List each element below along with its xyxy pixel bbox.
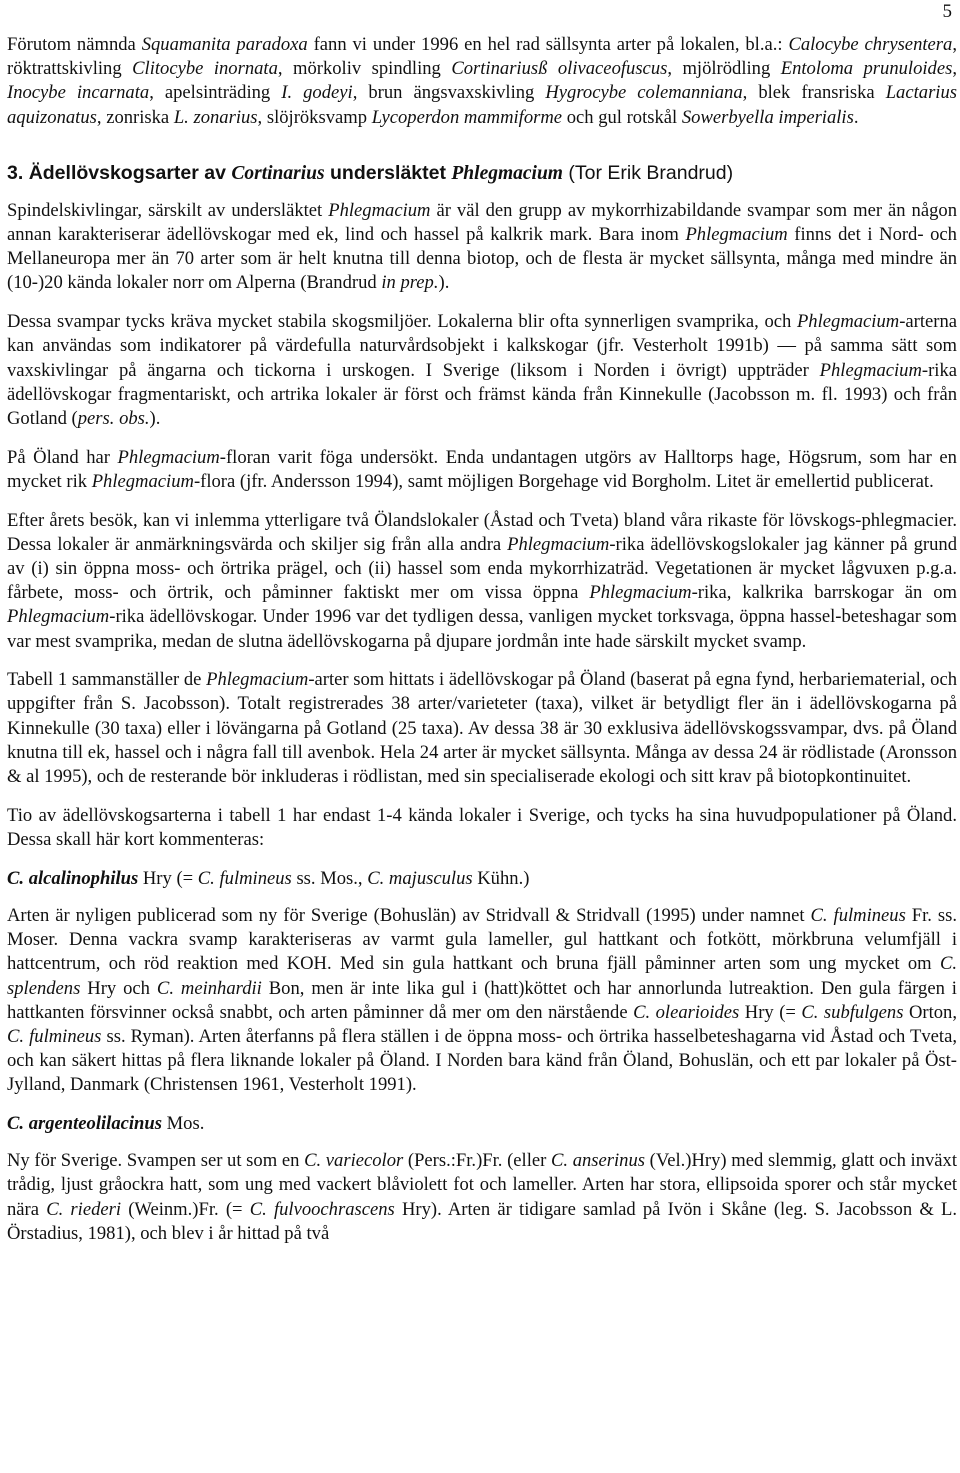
text-run: (Pers.:Fr.)Fr. (eller — [403, 1150, 551, 1172]
taxon-name: Squamanita paradoxa — [141, 34, 308, 55]
table-summary-paragraph — [7, 668, 957, 789]
text-run: fann vi under 1996 en hel rad sällsynta arter på lokalen, bl.a.: — [307, 34, 789, 55]
text-run: , zonriska — [96, 106, 174, 128]
text-run: Hry (= — [138, 867, 198, 889]
phlegmacium-intro-paragraph — [7, 199, 957, 296]
text-run: ss. Ryman). Arten återfanns på flera ställen i de öppna moss- och örtrika hasselbeteshagarna vid Åstad och Tveta, och kan säkert hittas på flera liknande lokaler på Öland. I Norden bara känd från Öland, Bohuslän, och ett par lokaler på Öst-Jylland, Danmark (Christensen 1961, Vesterholt 1991). — [7, 1025, 957, 1096]
text-run: ss. Mos., — [291, 867, 368, 889]
taxon-name: Sowerbyella imperialis — [681, 106, 854, 128]
taxon-name: C. majusculus — [367, 867, 473, 889]
text-run: Hry (= — [739, 1001, 802, 1023]
species-text-alcalinophilus — [7, 904, 957, 1098]
taxon-name: Phlegmacium — [91, 470, 194, 492]
text-run: , apelsinträding — [149, 82, 282, 104]
taxon-name: C. olearioides — [633, 1001, 740, 1023]
text-run: Fr. ss. Moser. Denna vackra svamp karakteriseras av varmt gula lameller, gul hattkant och fotkött, mörkbruna velumfjäll i hattcentrum, och röd reaktion med KOH. Med sin gula hattkant och bruna fjäll påminner arten som ung mycket om — [7, 904, 958, 975]
text-run: Arten är nyligen publicerad som ny för Sverige (Bohuslän) av Stridvall & Stridvall (1995) under namnet — [7, 904, 811, 926]
text-run: -rika ädellövskogslokaler jag känner på grund av (i) sin öppna moss- och örtrika prägel, och (ii) hassel som enda mykorrhizaträd. Vegetationen är mycket lågvuxen p.g.a. fårbete, moss- och örtrik, och påminner faktiskt mer om vissa öppna — [7, 533, 957, 604]
species-name: C. alcalinophilus — [7, 867, 139, 889]
taxon-name: Phlegmacium — [589, 582, 692, 604]
text-run: , blek fransriska — [742, 82, 886, 104]
taxon-name: C. meinhardii — [156, 977, 262, 999]
intro-paragraph — [7, 33, 957, 130]
taxon-name: pers. obs. — [77, 407, 150, 429]
taxon-name: Clitocybe inornata — [132, 58, 278, 80]
document-body — [7, 33, 957, 1261]
taxon-name: L. zonarius — [173, 106, 258, 128]
taxon-name: Phlegmacium — [117, 446, 220, 468]
text-run: ). — [149, 407, 161, 429]
taxon-name: Phlegmacium — [206, 669, 309, 691]
text-run: ). — [438, 272, 450, 294]
taxon-name: Hygrocybe colemanniana — [545, 82, 743, 104]
text-run: Efter årets besök, kan vi inlemma ytterligare två Ölandslokaler (Åstad och Tveta) bland våra rikaste för lövskogs-phlegmacier. Dessa lokaler är anmärkningsvärda och skiljer sig från alla andra — [7, 509, 957, 555]
text-run: , mörkoliv spindling — [277, 58, 452, 80]
section-author: (Tor Erik Brandrud) — [562, 161, 734, 184]
taxon-name: C. fulmineus — [7, 1025, 102, 1047]
taxon-name: Lactarius aquizonatus — [7, 82, 958, 128]
species-text-argenteolilacinus — [7, 1149, 957, 1246]
taxon-name: Phlegmacium — [796, 311, 900, 333]
page-number: 5 — [942, 1, 952, 22]
species-heading-argenteolilacinus — [7, 1112, 957, 1136]
text-run: , brun ängsvaxskivling — [352, 82, 546, 104]
taxon-name: C. fulvoochrascens — [249, 1198, 395, 1220]
text-run: -arterna kan användas som indikatorer på värdefulla naturvårdsobjekt i kalkskogar (jfr. Vesterholt 1991b) — på samma sätt som vaxskivlingar på ängarna och tickorna i urskogen. I Sverige (liksom i Norden i övrigt) uppträder — [7, 311, 957, 381]
taxon-name: Lycoperdon mammiforme — [371, 106, 563, 128]
text-run: Ny för Sverige. Svampen ser ut som en — [7, 1150, 305, 1172]
text-run: -floran varit föga undersökt. Enda undantagen utgörs av Halltorps hage, Högsrum, som har en mycket rik — [7, 446, 957, 492]
oland-paragraph — [7, 446, 957, 494]
visit-paragraph — [7, 509, 957, 654]
habitat-paragraph — [7, 310, 957, 431]
text-run: På Öland har — [7, 446, 118, 468]
text-run: (Weinm.)Fr. (= — [121, 1198, 250, 1220]
taxon-name: C. riederi — [46, 1198, 122, 1220]
species-heading-alcalinophilus — [7, 867, 957, 891]
text-run: -rika ädellövskogar. Under 1996 var det tydligen dessa, vanligen mycket torksvaga, öppna hassel-beteshagar som var mest svamprika, medan de slutna ädellövskogarna på djupare jordmån inte hade särskilt mycket svamp. — [7, 606, 957, 652]
text-run: finns det i Nord- och Mellaneuropa mer än 70 arter som är helt knutna till denna biotop, och de flesta är mycket sällsynta, många med mindre än (10-)20 kända lokaler norr om Alperna (Brandrud — [7, 224, 957, 294]
text-run: är väl den grupp av mykorrhizabildande svampar som mer än någon annan karakteriserar ädellövskogar med ek, lind och hassel på kalkrik mark. Bara inom — [7, 199, 958, 246]
text-run: Hry och — [80, 977, 157, 999]
taxon-name: in prep. — [381, 272, 439, 294]
text-run: Bon, men är inte lika gul i (hatt)köttet och har annorlunda lutreaktion. Den gula färgen i hattkanten försvinner också snabbt, och arten påminner då mer om den närstående — [7, 977, 957, 1023]
section-title-subgenus: Phlegmacium — [451, 162, 563, 184]
text-run: , — [952, 58, 957, 80]
text-run: Kühn.) — [472, 867, 530, 889]
taxon-name: Phlegmacium — [7, 606, 110, 628]
text-run: -flora (jfr. Andersson 1994), samt möjligen Borgehage vid Borgholm. Litet är emellertid publicerat. — [193, 470, 934, 492]
taxon-name: C. fulmineus — [810, 904, 906, 926]
taxon-name: C. anserinus — [550, 1150, 646, 1172]
text-run: , mjölrödling — [667, 58, 781, 80]
taxon-name: Entoloma prunuloides — [780, 58, 953, 80]
text-run: Mos. — [161, 1113, 205, 1135]
text-run: , röktrattskivling — [7, 34, 957, 80]
taxon-name: C. variecolor — [304, 1150, 404, 1172]
taxon-name: C. subfulgens — [801, 1001, 904, 1023]
taxon-name: Phlegmacium — [507, 533, 610, 555]
species-name: C. argenteolilacinus — [7, 1113, 162, 1135]
taxon-name: Phlegmacium — [685, 224, 788, 246]
text-run: -rika ädellövskogar fragmentariskt, och artrika lokaler är först och främst kända från Kinnekulle (Jacobsson m. fl. 1993) och från Gotland ( — [7, 359, 957, 429]
taxon-name: C. splendens — [7, 953, 957, 999]
section-title-part1: Ädellövskogsarter av — [28, 161, 232, 184]
text-run: Hry). Arten är tidigare samlad på Ivön i Skåne (leg. S. Jacobsson & L. Örstadius, 1981), och blev i år hittad på två — [7, 1198, 957, 1244]
section-title-genus: Cortinarius — [231, 162, 325, 184]
taxon-name: Calocybe chrysentera — [788, 34, 953, 55]
text-run: och gul rotskål — [562, 106, 682, 128]
taxon-name: Phlegmacium — [819, 359, 922, 381]
text-run: Förutom nämnda — [7, 34, 142, 55]
text-run: , slöjröksvamp — [257, 106, 372, 128]
text-run: Dessa svampar tycks kräva mycket stabila skogsmiljöer. Lokalerna blir ofta synnerligen svamprika, och — [7, 311, 797, 333]
taxon-name: I. godeyi — [281, 82, 353, 104]
text-run: Orton, — [903, 1001, 957, 1023]
text-run: -arter som hittats i ädellövskogar på Öland (baserat på egna fynd, herbariematerial, och uppgifter från S. Jacobsson). Totalt registrerades 38 arter/varieteter (taxa), vilket är betydligt fler än i ädellövskogarna på Kinnekulle (30 taxa) eller i lövängarna på Gotland (25 taxa). Av dessa 38 är 30 exklusiva ädellövskogssvampar, dvs. på Öland knutna till ek, hassel och i några fall till avenbok. Hela 24 arter är mycket sällsynta. Många av dessa 24 är rödlistade (Aronsson & al 1995), och de resterande bör inkluderas i rödlistan, med sin specialiserade ekologi och sitt krav på biotopkontinuitet. — [7, 669, 957, 788]
text-run: Tabell 1 sammanställer de — [7, 669, 207, 691]
taxon-name: C. fulmineus — [197, 867, 292, 889]
text-run: . — [853, 106, 859, 128]
text-run: -rika, kalkrika barrskogar än om — [691, 582, 957, 604]
section-number: 3. — [7, 161, 29, 184]
section-heading — [7, 160, 957, 187]
text-run: Spindelskivlingar, särskilt av undersläktet — [7, 199, 329, 221]
taxon-name: Inocybe incarnata — [7, 82, 150, 104]
text-run: Tio av ädellövskogsarterna i tabell 1 har endast 1-4 kända lokaler i Sverige, och tycks ha sina huvudpopulationer på Öland. Dessa skall här kort kommenteras: — [7, 804, 957, 850]
ten-species-paragraph — [7, 804, 957, 852]
text-run: (Vel.)Hry) med slemmig, glatt och inväxt trådig, ljust gråockra hatt, som ung med vackert blåviolett fot och lameller. Arten har stora, ellipsoida sporer och står mycket nära — [7, 1150, 957, 1220]
taxon-name: Cortinariusß olivaceofuscus — [451, 58, 668, 80]
taxon-name: Phlegmacium — [328, 199, 431, 221]
section-title-part2: undersläktet — [324, 161, 452, 184]
